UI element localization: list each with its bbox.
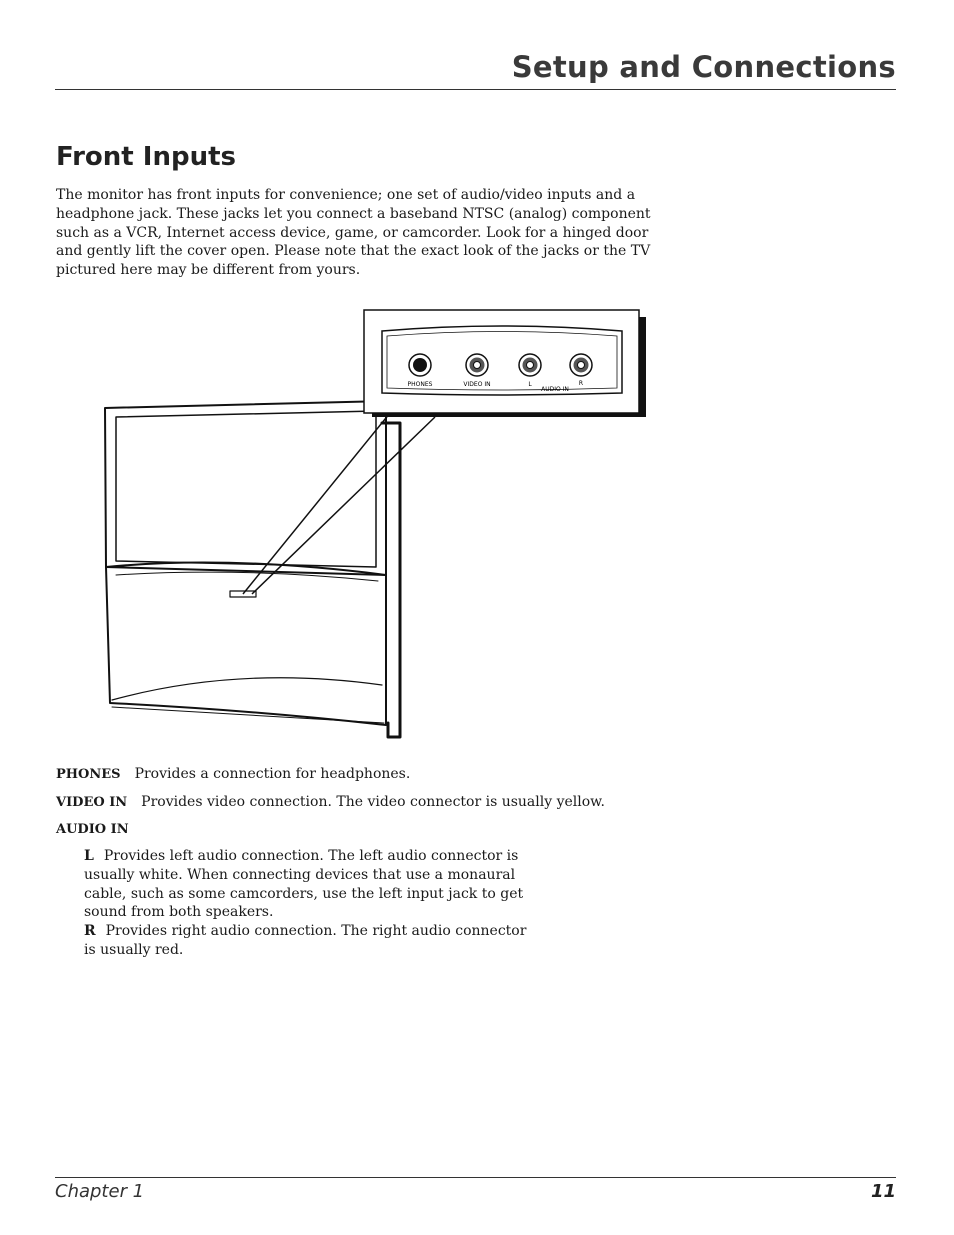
jack-label-video-in: VIDEO IN (463, 381, 491, 388)
desc-video-in (56, 793, 605, 812)
intro-paragraph: The monitor has front inputs for convenience; one set of audio/video inputs and a headphone jack. These jacks let you connect a baseband NTSC (analog) component such as a VCR, Internet access device, game, or camcorder. Look for a hinged door and gently lift the cover open. Please note that the exact look of the jacks or the TV pictured here may be different from yours. (56, 187, 651, 279)
desc-video-in-text: Provides video connection. The video connector is usually yellow. (141, 794, 605, 810)
video-in-jack-icon (466, 354, 488, 376)
page-header-title: Setup and Connections (511, 50, 896, 84)
footer-chapter: Chapter 1 (55, 1181, 145, 1202)
audio-left-text: Provides left audio connection. The left audio connector is usually white. When connecting devices that use a monaural cable, such as some camcorders, use the left input jack to get sound from both speakers. (84, 848, 524, 921)
desc-phones (56, 765, 410, 784)
jack-label-right: R (578, 380, 584, 387)
audio-right-text: Provides right audio connection. The right audio connector is usually red. (84, 923, 527, 958)
phones-jack-icon (409, 354, 431, 376)
jack-label-left: L (528, 381, 532, 388)
desc-video-in-term: VIDEO IN (56, 795, 128, 810)
audio-left-item (84, 847, 539, 922)
desc-audio-in-term: AUDIO IN (56, 822, 129, 837)
audio-in-subitems (84, 847, 539, 960)
footer-page-number: 11 (870, 1181, 896, 1202)
audio-right-item (84, 922, 539, 960)
desc-audio-in (56, 820, 143, 839)
audio-left-jack-icon (519, 354, 541, 376)
jack-label-phones: PHONES (407, 381, 433, 388)
tv-front-inputs-illustration (100, 305, 660, 745)
jack-label-audio-in: AUDIO IN (541, 386, 569, 393)
audio-left-key: L (84, 848, 94, 864)
desc-phones-term: PHONES (56, 767, 121, 782)
footer-rule (55, 1177, 896, 1178)
audio-right-key: R (84, 923, 96, 940)
desc-phones-text: Provides a connection for headphones. (134, 766, 411, 782)
tv-cabinet (105, 401, 400, 737)
header-rule (55, 89, 896, 90)
section-title: Front Inputs (56, 142, 236, 172)
audio-right-jack-icon (570, 354, 592, 376)
